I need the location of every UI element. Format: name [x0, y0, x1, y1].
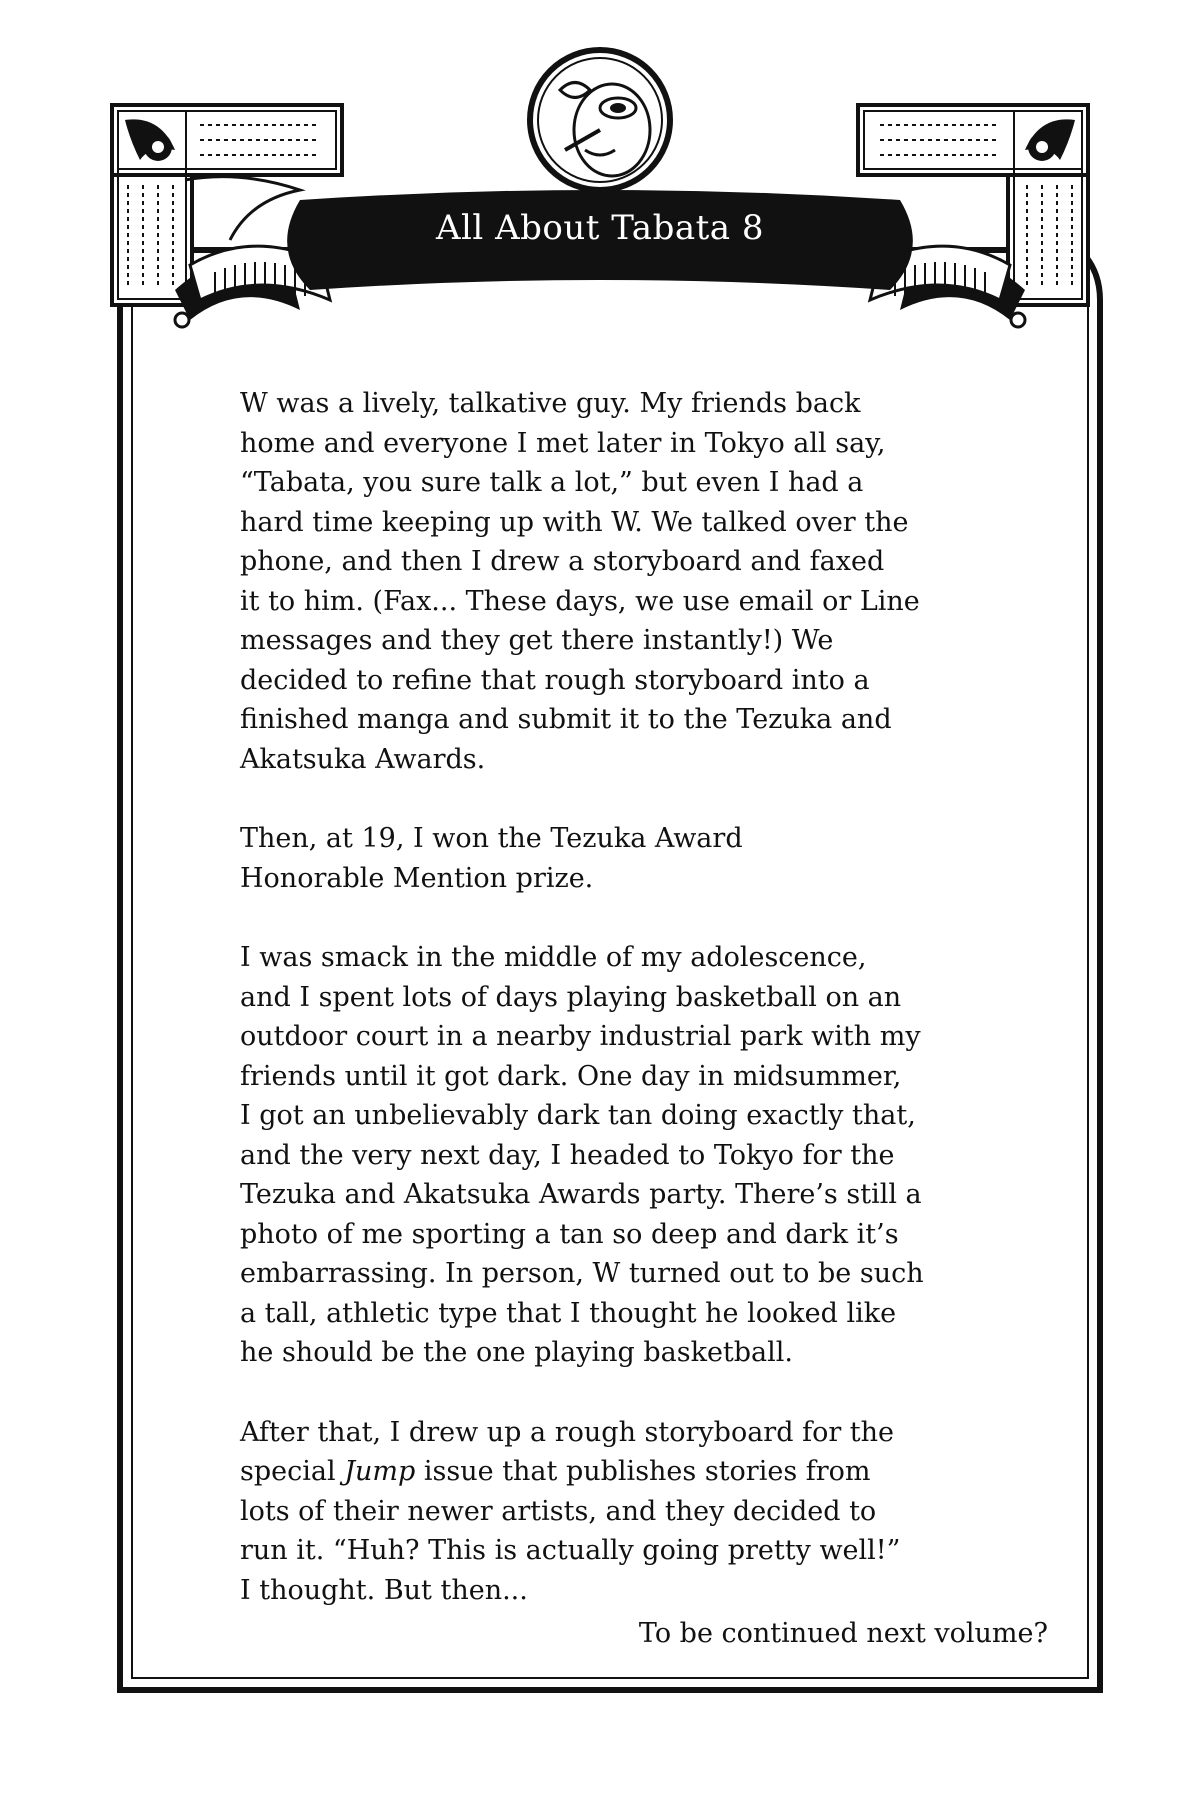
paragraph-3: I was smack in the middle of my adolescence, and I spent lots of days playing basketball on an outdoor court in a nearby industrial park with my friends until it got dark. One day in midsummer, I got an unbelievably dark tan doing exactly that, and the very next day, I headed to Tokyo for the Tezuka and Akatsuka Awards party. There’s still a photo of me sporting a tan so deep and dark it’s embarrassing. In person, W turned out to be such a tall, athletic type that I thought he looked like he should be the one playing basketball. [240, 942, 924, 1368]
magazine-title: Jump [344, 1456, 416, 1487]
paragraph-4 [240, 1413, 1000, 1611]
page-title: All About Tabata 8 [436, 208, 764, 248]
paragraph-1: W was a lively, talkative guy. My friends back home and everyone I met later in Tokyo all say, “Tabata, you sure talk a lot,” but even I had a hard time keeping up with W. We talked over the phone, and then I drew a storyboard and faxed it to him. (Fax... These days, we use email or Line messages and they get there instantly!) We decided to refine that rough storyboard into a finished manga and submit it to the Tezuka and Akatsuka Awards. [240, 388, 920, 775]
paragraph-4-end: issue that publishes stories from lots of their newer artists, and they decided to run it. “Huh? This is actually going pretty well!” I thought. But then... [240, 1456, 901, 1606]
paragraph-4-start: After that, I drew up a rough storyboard for the special [240, 1416, 895, 1487]
article-body [240, 384, 1000, 1650]
closing-line: To be continued next volume? [638, 1618, 1048, 1649]
mascot-medallion [530, 50, 670, 190]
paragraph-2: Then, at 19, I won the Tezuka Award Honorable Mention prize. [240, 823, 743, 894]
